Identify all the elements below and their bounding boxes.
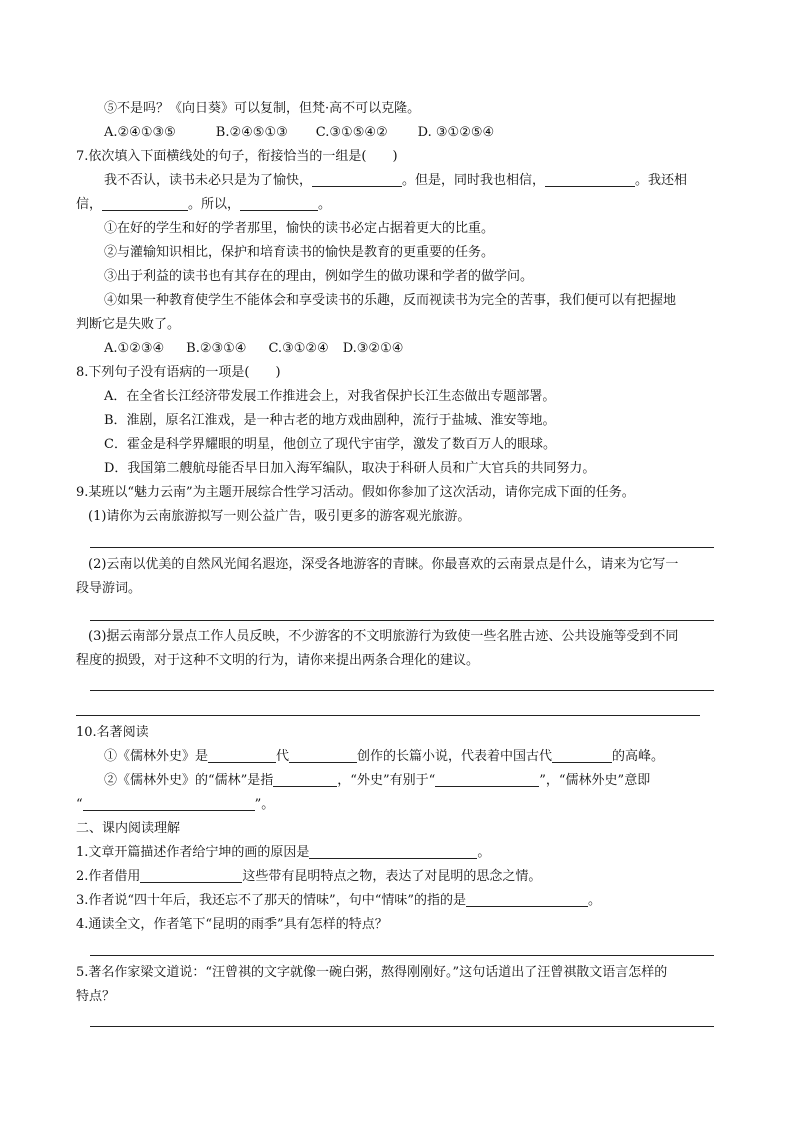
- q10-line3: “ ”。: [76, 797, 275, 812]
- q7-passage-line1: 我不否认，读书未必只是为了愉快， 。但是，同时我也相信， 。我还相: [104, 173, 688, 188]
- part2-q3: 3.作者说“四十年后，我还忘不了那天的情味”，句中“情味”的指的是 。: [76, 893, 602, 908]
- answer-blank[interactable]: [289, 748, 357, 763]
- q7-passage-line2: 信， 。所以， 。: [76, 197, 332, 212]
- q6-option-d: D. ③①②⑤④: [417, 125, 495, 140]
- q9-task-3-line2: 程度的损毁，对于这种不文明的行为，请你来提出两条合理化的建议。: [76, 653, 480, 668]
- part2-q5-line2: 特点？: [76, 989, 116, 1004]
- q7-option-b: B.②③①④: [186, 341, 247, 356]
- q7-item-4: ④如果一种教育使学生不能体会和享受读书的乐趣，反而视读书为完全的苦事，我们便可以有把握地: [104, 293, 677, 308]
- answer-blank[interactable]: [466, 892, 588, 907]
- answer-blank[interactable]: [309, 844, 477, 859]
- part2-q1: 1.文章开篇描述作者给宁坤的画的原因是 。: [76, 845, 491, 860]
- q7-item-1: ①在好的学生和好的学者那里，愉快的读书必定占据着更大的比重。: [104, 221, 495, 236]
- section-title-part2: 二、课内阅读理解: [76, 821, 181, 836]
- answer-blank[interactable]: [435, 772, 539, 787]
- q6-option-a: A.②④①③⑤: [104, 125, 176, 140]
- answer-blank[interactable]: [140, 868, 242, 883]
- q7-options: [104, 340, 403, 358]
- answer-blank[interactable]: [312, 172, 402, 187]
- q6-item-5: ⑤不是吗？《向日葵》可以复制，但梵·高不可以克隆。: [104, 101, 421, 116]
- answer-blank[interactable]: [240, 196, 318, 211]
- answer-line[interactable]: [90, 690, 714, 691]
- answer-blank[interactable]: [552, 748, 612, 763]
- q7-option-a: A.①②③④: [104, 341, 165, 356]
- answer-blank[interactable]: [102, 196, 188, 211]
- q10-title: 10.名著阅读: [76, 725, 149, 740]
- q9-task-3-line1: (3)据云南部分景点工作人员反映，不少游客的不文明旅游行为致使一些名胜古迹、公共设施等受到不同: [88, 629, 679, 644]
- q8-option-a: A．在全省长江经济带发展工作推进会上，对我省保护长江生态做出专题部署。: [104, 389, 556, 404]
- q6-option-c: C.③①⑤④②: [315, 125, 388, 140]
- q7-item-4-cont: 判断它是失败了。: [76, 317, 181, 332]
- q7-item-2: ②与灌输知识相比，保护和培育读书的愉快是教育的更重要的任务。: [104, 245, 495, 260]
- q8-stem: 8.下列句子没有语病的一项是( ): [76, 365, 281, 380]
- q6-option-b: B.②④⑤①③: [215, 125, 288, 140]
- q7-option-c: C.③①②④: [268, 341, 329, 356]
- q9-stem: 9.某班以“魅力云南”为主题开展综合性学习活动。假如你参加了这次活动，请你完成下面的任务。: [76, 485, 635, 500]
- answer-line[interactable]: [76, 715, 700, 716]
- q8-option-c: C．霍金是科学界耀眼的明星，他创立了现代宇宙学，激发了数百万人的眼球。: [104, 437, 556, 452]
- answer-blank[interactable]: [273, 772, 337, 787]
- q10-line2: ②《儒林外史》的“儒林”是指 ，“外史”有别于“ ”，“儒林外史”意即: [104, 773, 651, 788]
- answer-line[interactable]: [90, 620, 714, 621]
- q9-task-2-line1: (2)云南以优美的自然风光闻名遐迩，深受各地游客的青睐。你最喜欢的云南景点是什么，请来为它写一: [88, 557, 679, 572]
- answer-blank[interactable]: [83, 796, 255, 811]
- q9-task-1: (1)请你为云南旅游拟写一则公益广告，吸引更多的游客观光旅游。: [88, 509, 471, 524]
- part2-q2: 2.作者借用 这些带有昆明特点之物，表达了对昆明的思念之情。: [76, 869, 542, 884]
- q10-line1: ①《儒林外史》是 代 创作的长篇小说，代表着中国古代 的高峰。: [104, 749, 665, 764]
- answer-line[interactable]: [90, 1026, 714, 1027]
- answer-line[interactable]: [90, 955, 714, 956]
- q8-option-d: D．我国第二艘航母能否早日加入海军编队，取决于科研人员和广大官兵的共同努力。: [104, 461, 596, 476]
- q7-option-d: D.③②①④: [342, 341, 404, 356]
- part2-q4: 4.通读全文，作者笔下“昆明的雨季”具有怎样的特点？: [76, 917, 388, 932]
- part2-q5-line1: 5.著名作家梁文道说：“汪曾祺的文字就像一碗白粥，熬得刚刚好。”这句话道出了汪曾祺散文语言怎样的: [76, 965, 668, 980]
- answer-blank[interactable]: [545, 172, 635, 187]
- q8-option-b: B．淮剧，原名江淮戏，是一种古老的地方戏曲剧种，流行于盐城、淮安等地。: [104, 413, 556, 428]
- answer-blank[interactable]: [208, 748, 276, 763]
- q6-options: [104, 124, 494, 142]
- q7-item-3: ③出于利益的读书也有其存在的理由，例如学生的做功课和学者的做学问。: [104, 269, 534, 284]
- q9-task-2-line2: 段导游词。: [76, 581, 142, 596]
- q7-stem: 7.依次填入下面横线处的句子，衔接恰当的一组是( ): [76, 149, 398, 164]
- answer-line[interactable]: [90, 547, 714, 548]
